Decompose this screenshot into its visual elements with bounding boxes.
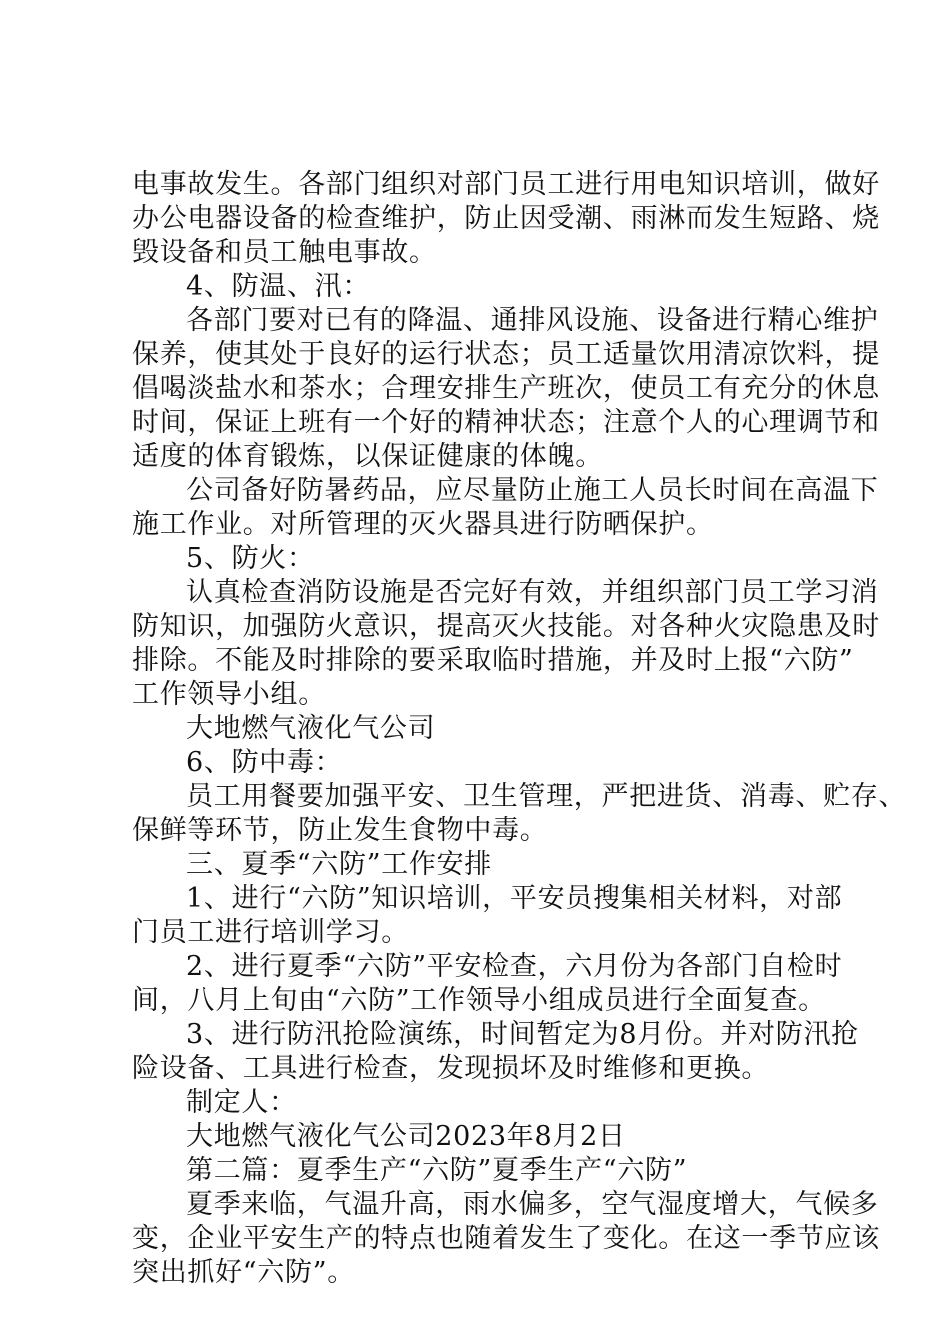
text-line: 第二篇：夏季生产“六防”夏季生产“六防” bbox=[186, 1155, 688, 1186]
text-line: 制定人： bbox=[186, 1087, 297, 1118]
text-line: 防知识，加强防火意识，提高灭火技能。对各种火灾隐患及时 bbox=[132, 611, 880, 642]
text-line: 6、防中毒： bbox=[186, 747, 343, 778]
text-line: 时间，保证上班有一个好的精神状态；注意个人的心理调节和 bbox=[132, 407, 880, 438]
text-line: 夏季来临，气温升高，雨水偏多，空气湿度增大，气候多 bbox=[186, 1189, 879, 1220]
text-line: 保鲜等环节，防止发生食物中毒。 bbox=[132, 815, 548, 846]
text-line: 5、防火： bbox=[186, 543, 315, 574]
text-line: 大地燃气液化气公司 bbox=[186, 713, 436, 744]
text-line: 4、防温、汛： bbox=[186, 271, 371, 302]
text-line: 施工作业。对所管理的灭火器具进行防晒保护。 bbox=[132, 509, 714, 540]
text-line: 倡喝淡盐水和茶水；合理安排生产班次，使员工有充分的休息 bbox=[132, 373, 880, 404]
text-line: 1、进行“六防”知识培训，平安员搜集相关材料，对部 bbox=[186, 883, 843, 914]
text-line: 3、进行防汛抢险演练，时间暂定为8月份。并对防汛抢 bbox=[186, 1019, 859, 1050]
text-line: 保养，使其处于良好的运行状态；员工适量饮用清凉饮料，提 bbox=[132, 339, 880, 370]
text-line: 三、夏季“六防”工作安排 bbox=[186, 849, 493, 880]
text-line: 门员工进行培训学习。 bbox=[132, 917, 409, 948]
text-line: 员工用餐要加强平安、卫生管理，严把进货、消毒、贮存、 bbox=[186, 781, 907, 812]
text-line: 突出抓好“六防”。 bbox=[132, 1257, 355, 1288]
document-body bbox=[132, 168, 907, 1290]
text-line: 大地燃气液化气公司2023年8月2日 bbox=[186, 1121, 626, 1152]
text-line: 排除。不能及时排除的要采取临时措施，并及时上报“六防” bbox=[132, 645, 854, 676]
text-line: 电事故发生。各部门组织对部门员工进行用电知识培训，做好 bbox=[132, 169, 880, 200]
text-line: 变，企业平安生产的特点也随着发生了变化。在这一季节应该 bbox=[132, 1223, 880, 1254]
text-line: 办公电器设备的检查维护，防止因受潮、雨淋而发生短路、烧 bbox=[132, 203, 880, 234]
text-line: 2、进行夏季“六防”平安检查，六月份为各部门自检时 bbox=[186, 951, 843, 982]
text-line: 适度的体育锻炼，以保证健康的体魄。 bbox=[132, 441, 603, 472]
text-line: 工作领导小组。 bbox=[132, 679, 326, 710]
text-line: 各部门要对已有的降温、通排风设施、设备进行精心维护 bbox=[186, 305, 879, 336]
text-line: 间，八月上旬由“六防”工作领导小组成员进行全面复查。 bbox=[132, 985, 826, 1016]
text-line: 毁设备和员工触电事故。 bbox=[132, 237, 437, 268]
text-line: 险设备、工具进行检查，发现损坏及时维修和更换。 bbox=[132, 1053, 770, 1084]
text-line: 认真检查消防设施是否完好有效，并组织部门员工学习消 bbox=[186, 577, 879, 608]
text-line: 公司备好防暑药品，应尽量防止施工人员长时间在高温下 bbox=[186, 475, 879, 506]
